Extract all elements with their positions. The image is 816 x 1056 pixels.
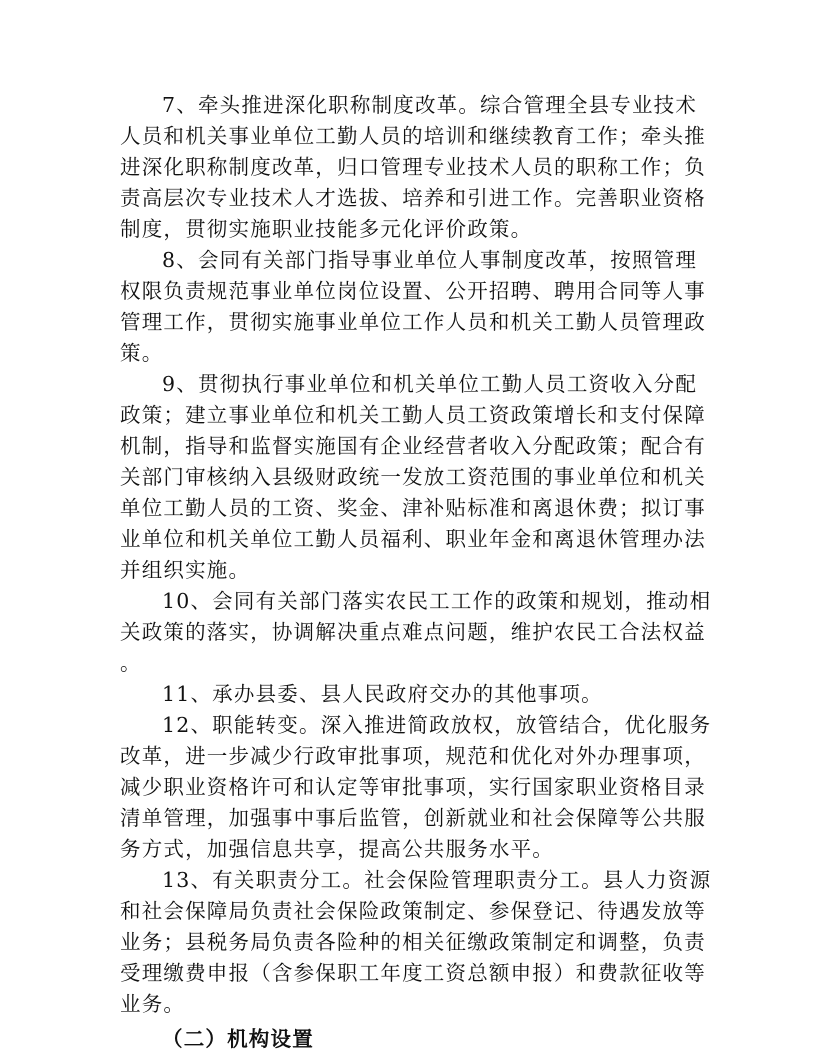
- paragraph-7: [120, 90, 720, 245]
- paragraph-line: 机制，指导和监督实施国有企业经营者收入分配政策；配合有: [120, 434, 706, 458]
- paragraph-line: 管理工作，贯彻实施事业单位工作人员和机关工勤人员管理政: [120, 310, 706, 334]
- paragraph-line: 13、有关职责分工。社会保险管理职责分工。县人力资源: [162, 868, 712, 892]
- paragraph-line: 11、承办县委、县人民政府交办的其他事项。: [162, 682, 603, 706]
- paragraph-line: 进深化职称制度改革，归口管理专业技术人员的职称工作；负: [120, 155, 706, 179]
- paragraph-line: 8、会同有关部门指导事业单位人事制度改革，按照管理: [162, 248, 698, 272]
- paragraph-12: [120, 710, 720, 865]
- paragraph-line: 人员和机关事业单位工勤人员的培训和继续教育工作；牵头推: [120, 124, 706, 148]
- paragraph-line: 策。: [120, 341, 164, 365]
- paragraph-line: 关政策的落实，协调解决重点难点问题，维护农民工合法权益: [120, 620, 706, 644]
- paragraph-line: 务方式，加强信息共享，提高公共服务水平。: [120, 837, 554, 861]
- paragraph-line: 。: [120, 651, 142, 675]
- paragraph-13: [120, 865, 720, 1020]
- paragraph-line: 9、贯彻执行事业单位和机关单位工勤人员工资收入分配: [162, 372, 698, 396]
- document-body: [120, 90, 720, 1056]
- paragraph-11: [120, 679, 720, 710]
- paragraph-line: 权限负责规范事业单位岗位设置、公开招聘、聘用合同等人事: [120, 279, 706, 303]
- paragraph-line: 业务；县税务局负责各险种的相关征缴政策制定和调整，负责: [120, 930, 706, 954]
- paragraph-line: 清单管理，加强事中事后监管，创新就业和社会保障等公共服: [120, 806, 706, 830]
- paragraph-line: 改革，进一步减少行政审批事项，规范和优化对外办理事项，: [120, 744, 706, 768]
- paragraph-10: [120, 586, 720, 679]
- paragraph-line: 10、会同有关部门落实农民工工作的政策和规划，推动相: [162, 589, 712, 613]
- paragraph-line: 12、职能转变。深入推进简政放权，放管结合，优化服务: [162, 713, 712, 737]
- paragraph-line: 受理缴费申报（含参保职工年度工资总额申报）和费款征收等: [120, 961, 706, 985]
- paragraph-line: 单位工勤人员的工资、奖金、津补贴标准和离退休费；拟订事: [120, 496, 706, 520]
- paragraph-line: 业单位和机关单位工勤人员福利、职业年金和离退休管理办法: [120, 527, 706, 551]
- paragraph-line: 制度，贯彻实施职业技能多元化评价政策。: [120, 217, 533, 241]
- paragraph-line: 关部门审核纳入县级财政统一发放工资范围的事业单位和机关: [120, 465, 706, 489]
- paragraph-line: 和社会保障局负责社会保险政策制定、参保登记、待遇发放等: [120, 899, 706, 923]
- paragraph-8: [120, 245, 720, 369]
- paragraph-line: 责高层次专业技术人才选拔、培养和引进工作。完善职业资格: [120, 186, 706, 210]
- paragraph-line: 减少职业资格许可和认定等审批事项，实行国家职业资格目录: [120, 775, 706, 799]
- paragraph-9: [120, 369, 720, 586]
- paragraph-line: 并组织实施。: [120, 558, 251, 582]
- section-heading: （二）机构设置: [162, 1027, 314, 1051]
- paragraph-line: 7、牵头推进深化职称制度改革。综合管理全县专业技术: [162, 93, 698, 117]
- paragraph-line: 业务。: [120, 992, 186, 1016]
- paragraph-line: 政策；建立事业单位和机关工勤人员工资政策增长和支付保障: [120, 403, 706, 427]
